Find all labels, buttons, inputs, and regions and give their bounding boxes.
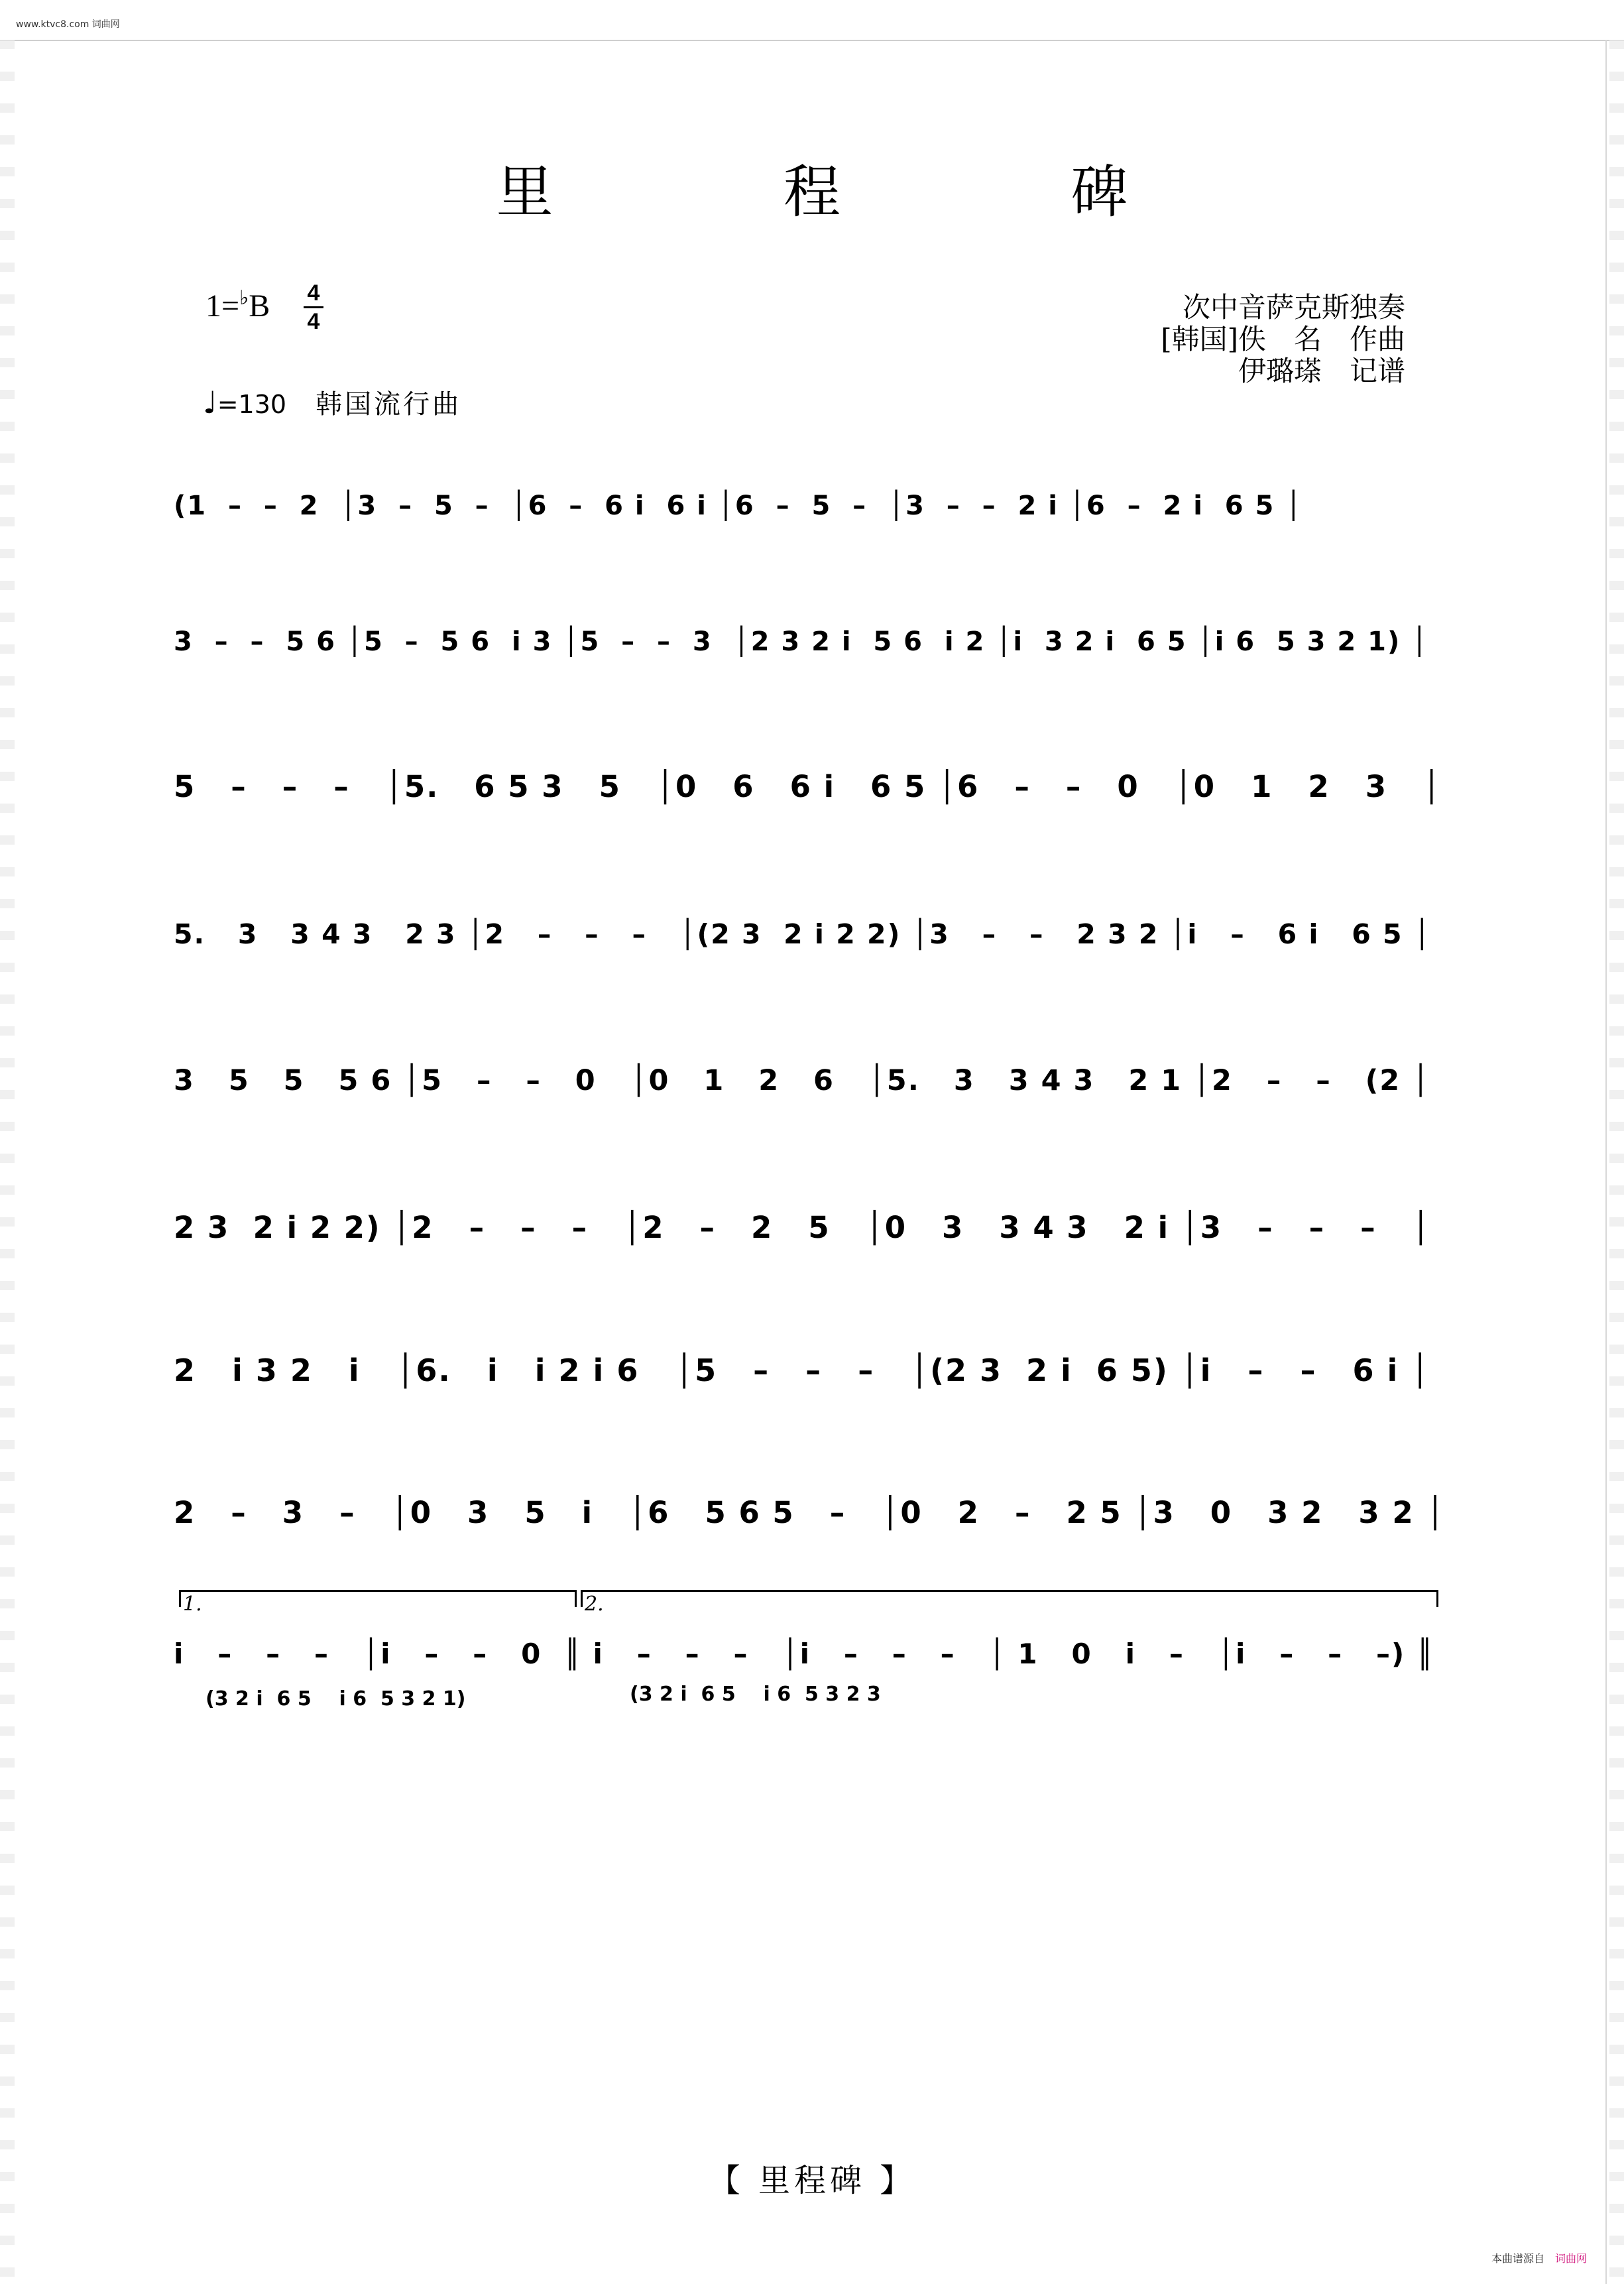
score-line-notes: (1 – – 2 │3 – 5 – │6 – 6 i 6 i │6 – 5 – │3 – – 2 i │6 – 2 i 6 5 │ [174, 491, 1303, 521]
time-signature-bottom: 4 [307, 309, 320, 334]
second-ending-bracket [581, 1590, 1438, 1592]
genre-label: 韩国流行曲 [316, 389, 462, 420]
score-line [174, 1064, 1453, 1137]
flat-symbol: ♭ [239, 287, 249, 309]
first-ending-tick [575, 1590, 577, 1607]
second-ending-tick [581, 1590, 583, 1607]
accompaniment-line: (3 2 i 6 5 i 6 5 3 2 3 [630, 1683, 881, 1706]
time-signature [304, 281, 323, 333]
second-ending-label: 2. [585, 1593, 604, 1616]
score-line [174, 491, 1453, 564]
credit-line: 次中音萨克斯独奏 [1182, 291, 1405, 324]
credits-block [1100, 292, 1405, 387]
tempo-bpm: =130 [217, 390, 287, 419]
first-ending-bracket [179, 1590, 577, 1592]
credit-line: 伊璐瑹 记谱 [1238, 355, 1405, 387]
brand-logo: 词曲网 [1554, 2252, 1587, 2265]
score-line-notes: 5 – – – │5. 6 5 3 5 │0 6 6 i 6 5 │6 – – 0 │0 1 2 3 │ [174, 769, 1442, 804]
time-signature-top: 4 [307, 280, 320, 306]
score-line [174, 918, 1453, 991]
page-header-bar [0, 0, 1624, 41]
score-line-notes: 2 i 3 2 i │6. i i 2 i 6 │5 – – – │(2 3 2 i 6 5) │i – – 6 i │ [174, 1352, 1431, 1388]
first-ending-tick [179, 1590, 181, 1607]
credit-line: [韩国]佚 名 作曲 [1161, 323, 1405, 355]
key-signature [205, 286, 270, 324]
score-line [174, 627, 1453, 699]
quarter-note-icon: ♩ [203, 385, 217, 420]
page-edge-rule [1605, 40, 1607, 2284]
right-watermark-strip [1609, 40, 1624, 2284]
source-note: 本曲谱源自 [1491, 2252, 1544, 2265]
time-signature-bar [304, 306, 323, 308]
score-line-notes: 3 – – 5 6 │5 – 5 6 i 3 │5 – – 3 │2 3 2 i 5 6 i 2 │i 3 2 i 6 5 │i 6 5 3 2 1) │ [174, 627, 1429, 657]
score-line-notes: 2 – 3 – │0 3 5 i │6 5 6 5 – │0 2 – 2 5 │3 0 3 2 3 2 │ [174, 1495, 1446, 1530]
song-title: 里 程 碑 [496, 159, 1234, 225]
score-line [174, 769, 1453, 842]
accompaniment-line: (3 2 i 6 5 i 6 5 3 2 1) [205, 1687, 466, 1711]
first-ending-label: 1. [183, 1593, 202, 1616]
score-line-notes: 2 3 2 i 2 2) │2 – – – │2 – 2 5 │0 3 3 4 3 2 i │3 – – – │ [174, 1210, 1431, 1245]
score-line-notes: 5. 3 3 4 3 2 3 │2 – – – │(2 3 2 i 2 2) │3 – – 2 3 2 │i – 6 i 6 5 │ [174, 918, 1432, 950]
score-line [174, 1210, 1453, 1283]
score-line-notes: i – – – │i – – 0 ║ i – – – │i – – – │ 1 0 i – │i – – –) ║ [174, 1638, 1435, 1670]
second-ending-tick [1436, 1590, 1438, 1607]
footer-title: 【 里程碑 】 [708, 2162, 916, 2199]
score-line [174, 1352, 1453, 1425]
score-line-notes: 3 5 5 5 6 │5 – – 0 │0 1 2 6 │5. 3 3 4 3 2 1 │2 – – (2 │ [174, 1064, 1431, 1097]
key-note: B [249, 288, 270, 324]
key-prefix: 1= [205, 288, 240, 324]
score-line [174, 1495, 1453, 1568]
left-watermark-strip [0, 40, 15, 2284]
site-url: www.ktvc8.com 词曲网 [16, 19, 120, 30]
tempo-marking [203, 383, 461, 421]
